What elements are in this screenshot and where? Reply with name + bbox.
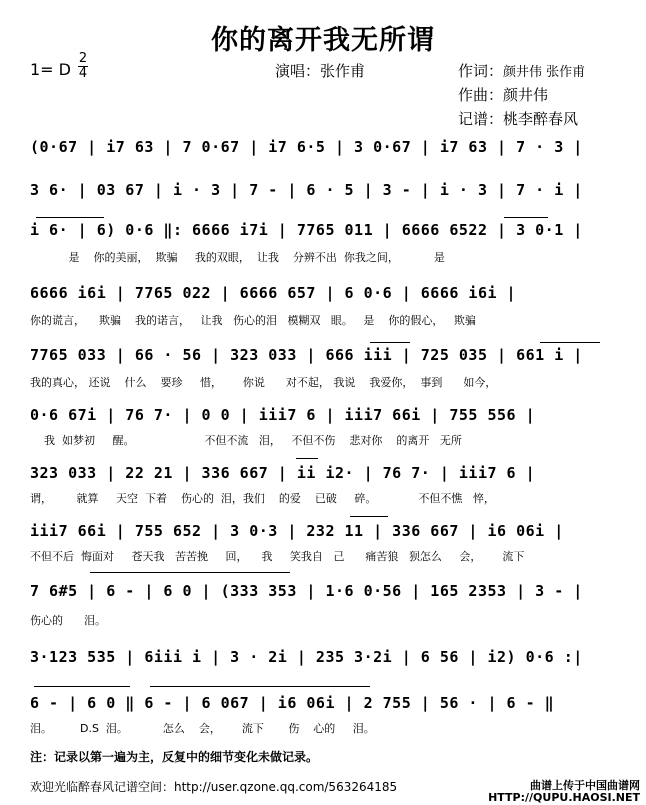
composer-credit: 作曲：颜井伟	[458, 86, 549, 104]
lyrics-line: 伤心的 泪。	[30, 614, 106, 627]
lyricist-label: 作词：	[458, 62, 504, 80]
notation-line: 6 - | 6 0 ‖ 6 - | 6 067 | i6 06i | 2 755 | 56 · | 6 - ‖	[30, 694, 555, 712]
time-signature-top: 2	[78, 51, 88, 66]
lyrics-line: 你的谎言， 欺骗 我的诺言， 让我 伤心的泪 模糊双 眼。 是 你的假心， 欺骗	[30, 314, 476, 327]
notation-line: 3·123 535 | 6iii i | 3 · 2i | 235 3·2i | 6 56 | i2) 0·6 :|	[30, 648, 583, 666]
slur-line	[296, 458, 318, 459]
notation-line: 6666 i6i | 7765 022 | 6666 657 | 6 0·6 | 6666 i6i |	[30, 284, 517, 302]
notation-line: 0·6 67i | 76 7· | 0 0 | iii7 6 | iii7 66i | 755 556 |	[30, 406, 536, 424]
key-signature: 1= D	[30, 60, 71, 79]
time-signature	[78, 52, 88, 81]
slur-line	[370, 342, 410, 343]
time-signature-bottom: 4	[78, 66, 88, 81]
lyrics-line: 我 如梦初 醒。 不但不流 泪， 不但不伤 悲对你 的离开 无所	[30, 434, 462, 447]
volta-bracket-1	[90, 572, 290, 573]
lyrics-line: 是 你的美丽， 欺骗 我的双眼， 让我 分辨不出 你我之间， 是	[30, 251, 445, 264]
upload-watermark-line2: HTTP://QUPU.HAOSI.NET	[488, 791, 640, 804]
notation-line: 323 033 | 22 21 | 336 667 | ii i2· | 76 7· | iii7 6 |	[30, 464, 536, 482]
lyricist-names: 颜井伟 张作甫	[503, 65, 586, 80]
volta-bracket-2	[34, 686, 130, 687]
song-title: 你的离开我无所谓	[211, 25, 435, 56]
lyrics-line: 谓， 就算 天空 下着 伤心的 泪，我们 的爱 已破 碎。 不但不憔 悴，	[30, 492, 495, 505]
lyricist-credit	[458, 60, 585, 81]
lyrics-line: 泪。 D.S 泪。 怎么 会， 流下 伤 心的 泪。	[30, 722, 375, 735]
upload-watermark	[488, 780, 640, 804]
slur-line	[36, 217, 104, 218]
upload-watermark-line1: 曲谱上传于中国曲谱网	[530, 779, 640, 792]
notation-line: iii7 66i | 755 652 | 3 0·3 | 232 11 | 336 667 | i6 06i |	[30, 522, 564, 540]
lyrics-line: 不但不后 悔面对 苍天我 苦苦挽 回， 我 笑我自 己 痛苦狼 狈怎么 会， 流下	[30, 550, 525, 563]
lyrics-line: 我的真心， 还说 什么 要珍 惜， 你说 对不起， 我说 我爱你， 事到 如今，	[30, 376, 497, 389]
welcome-text: 欢迎光临醉春风记谱空间：http://user.qzone.qq.com/563264185	[30, 780, 398, 794]
notation-line: 7765 033 | 66 · 56 | 323 033 | 666 iii | 725 035 | 661 i |	[30, 346, 583, 364]
notation-line: i 6· | 6) 0·6 ‖: 6666 i7i | 7765 011 | 6666 6522 | 3 0·1 |	[30, 221, 583, 239]
notation-line: 7 6#5 | 6 - | 6 0 | (333 353 | 1·6 0·56 | 165 2353 | 3 - |	[30, 582, 583, 600]
volta-bracket-3	[150, 686, 370, 687]
footnote: 注：记录以第一遍为主，反复中的细节变化未做记录。	[30, 750, 319, 764]
slur-line	[504, 217, 548, 218]
singer-credit: 演唱：张作甫	[275, 62, 366, 80]
notation-line: (0·67 | i7 63 | 7 0·67 | i7 6·5 | 3 0·67 | i7 63 | 7 · 3 |	[30, 138, 583, 156]
transcriber-credit: 记谱：桃李醉春风	[458, 110, 579, 128]
slur-line	[540, 342, 600, 343]
slur-line	[350, 516, 388, 517]
notation-line: 3 6· | 03 67 | i · 3 | 7 - | 6 · 5 | 3 - | i · 3 | 7 · i |	[30, 181, 583, 199]
